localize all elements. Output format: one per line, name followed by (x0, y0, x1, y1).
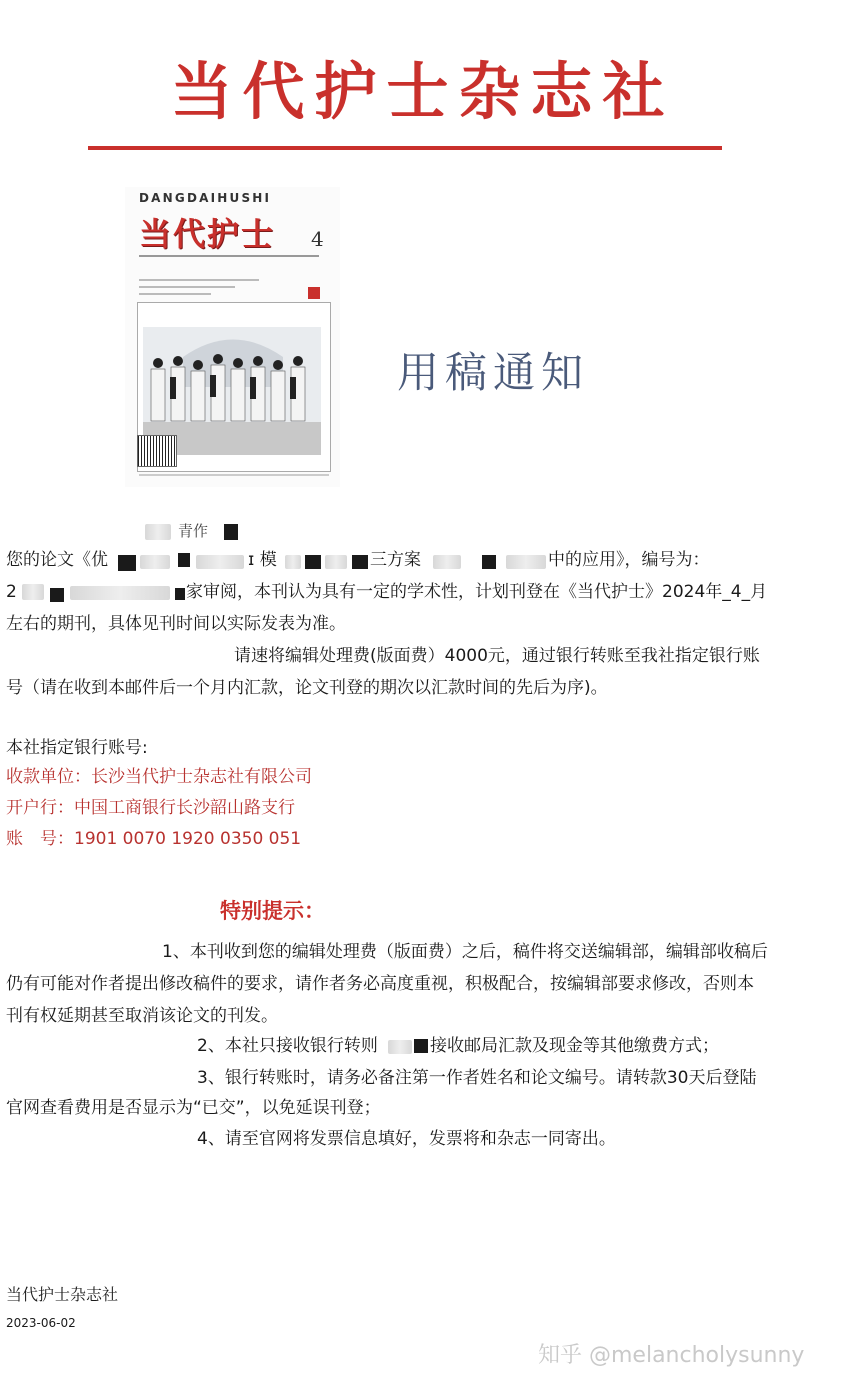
greeting-fragment: 青作 (178, 522, 209, 540)
cover-subtitle-rule (139, 255, 319, 257)
redaction-block (175, 588, 185, 600)
bank-heading: 本社指定银行账号: (6, 738, 148, 758)
redaction-block (482, 555, 496, 569)
magazine-cover (125, 187, 340, 487)
redaction-blur (388, 1040, 412, 1054)
redaction-blur (70, 586, 170, 600)
bank-account: 账 号：1901 0070 1920 0350 051 (6, 829, 302, 849)
special-p2-start: 2、本社只接收银行转则 (197, 1036, 378, 1056)
body-line4: 请速将编辑处理费(版面费）4000元，通过银行转账至我社指定银行账 (234, 646, 760, 666)
header-title: 当代护士杂志社 (170, 55, 675, 128)
redaction-block (305, 555, 321, 569)
redaction-block (224, 524, 238, 540)
cover-issue-number: 4 (311, 227, 324, 251)
signature-org: 当代护士杂志社 (6, 1285, 119, 1304)
cover-barcode (137, 435, 177, 467)
redaction-blur (325, 555, 347, 569)
body-line1-end: 中的应用》，编号为： (548, 550, 710, 570)
special-p2-end: 接收邮局汇款及现金等其他缴费方式； (430, 1036, 719, 1056)
bank-payee: 收款单位：长沙当代护士杂志社有限公司 (6, 767, 312, 787)
special-p1-line1: 1、本刊收到您的编辑处理费（版面费）之后，稿件将交送编辑部，编辑部收稿后 (162, 942, 768, 962)
special-p4: 4、请至官网将发票信息填好，发票将和杂志一同寄出。 (197, 1129, 616, 1149)
redaction-blur (196, 555, 244, 569)
redaction-block (178, 553, 190, 567)
redaction-blur (433, 555, 461, 569)
body-line1-mid2: 三方案 (370, 550, 421, 570)
cover-footer-rule (139, 474, 329, 476)
body-line3: 左右的期刊，具体见刊时间以实际发表为准。 (6, 614, 346, 634)
cover-red-mark (308, 287, 320, 299)
cover-text-lines (139, 279, 259, 300)
special-p1-line2: 仍有可能对作者提出修改稿件的要求，请作者务必高度重视，积极配合，按编辑部要求修改，否则本 (6, 974, 754, 994)
watermark: 知乎 @melancholysunny (538, 1343, 805, 1368)
signature-date: 2023-06-02 (6, 1316, 76, 1330)
body-line2-start: 2 (6, 582, 17, 602)
redaction-blur (285, 555, 301, 569)
special-p3-line1: 3、银行转账时，请务必备注第一作者姓名和论文编号。请转款30天后登陆 (197, 1068, 757, 1088)
special-p3-line2: 官网查看费用是否显示为“已交”，以免延误刊登； (6, 1098, 381, 1118)
bank-branch: 开户行：中国工商银行长沙韶山路支行 (6, 798, 295, 818)
cover-brand-pinyin: DANGDAIHUSHI (139, 191, 272, 205)
cover-title: 当代护士 (139, 215, 276, 253)
redaction-blur (22, 584, 44, 600)
header-divider (88, 146, 722, 150)
redaction-blur (140, 555, 170, 569)
redaction-blur (506, 555, 546, 569)
special-heading: 特别提示： (220, 899, 325, 923)
body-line1-mid: ɪ 模 (248, 550, 277, 570)
notice-title: 用稿通知 (397, 348, 590, 397)
redaction-block (50, 588, 64, 602)
redaction-block (118, 555, 136, 571)
redaction-blur (145, 524, 171, 540)
body-line2-end: 家审阅，本刊认为具有一定的学术性，计划刊登在《当代护士》2024年_4_月 (186, 582, 768, 602)
body-line1-start: 您的论文《优 (6, 550, 108, 570)
body-line5: 号（请在收到本邮件后一个月内汇款，论文刊登的期次以汇款时间的先后为序)。 (6, 678, 608, 698)
special-p1-line3: 刊有权延期甚至取消该论文的刊发。 (6, 1006, 278, 1026)
redaction-block (352, 555, 368, 569)
redaction-block (414, 1039, 428, 1053)
